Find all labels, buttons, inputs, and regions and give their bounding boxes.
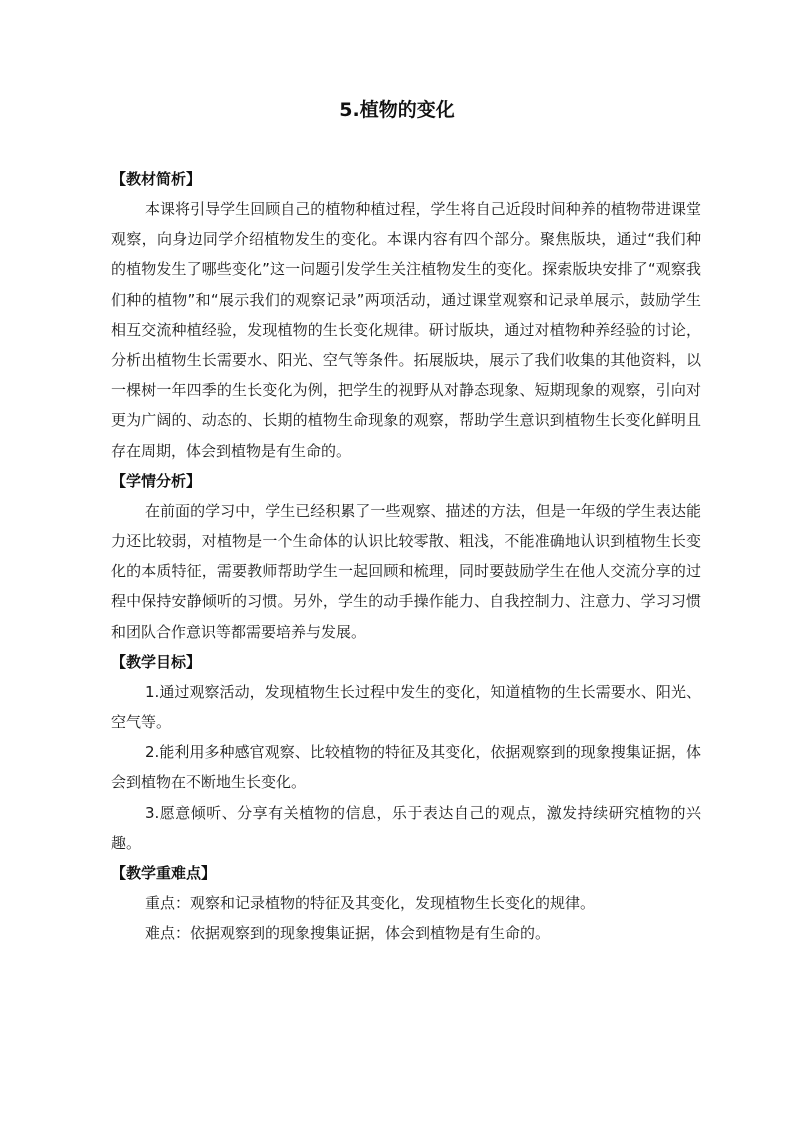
section-heading: 【学情分析】: [111, 471, 202, 490]
section-heading: 【教学目标】: [111, 652, 202, 671]
section-heading: 【教学重难点】: [111, 864, 217, 883]
difficult-point: 难点：依据观察到的现象搜集证据，体会到植物是有生命的。: [145, 924, 551, 943]
goal-item: 1.通过观察活动，发现植物生长过程中发生的变化，知道植物的生长需要水、阳光、空气等。: [111, 682, 701, 732]
document-body: [111, 164, 701, 948]
key-point: 重点：观察和记录植物的特征及其变化，发现植物生长变化的规律。: [145, 894, 596, 913]
goal-item: 3.愿意倾听、分享有关植物的信息，乐于表达自己的观点，激发持续研究植物的兴趣。: [111, 803, 701, 852]
document-title: 5.植物的变化: [339, 99, 455, 121]
section-key-difficulties: [111, 858, 701, 948]
paragraph: 本课将引导学生回顾自己的植物种植过程，学生将自己近段时间种养的植物带进课堂观察，向身边同学介绍植物发生的变化。本课内容有四个部分。聚焦版块，通过“我们种的植物发生了哪些变化”这一问题引发学生关注植物发生的变化。探索版块安排了“观察我们种的植物”和“展示我们的观察记录”两项活动，通过课堂观察和记录单展示，鼓励学生相互交流种植经验，发现植物的生长变化规律。研讨版块，通过对植物种养经验的讨论，分析出植物生长需要水、阳光、空气等条件。拓展版块，展示了我们收集的其他资料，以一棵树一年四季的生长变化为例，把学生的视野从对静态现象、短期现象的观察，引向对更为广阔的、动态的、长期的植物生命现象的观察，帮助学生意识到植物生长变化鲜明且存在周期，体会到植物是有生命的。: [111, 200, 701, 460]
section-textbook-analysis: [111, 164, 701, 466]
goal-item: 2.能利用多种感官观察、比较植物的特征及其变化，依据观察到的现象搜集证据，体会到植物在不断地生长变化。: [111, 743, 701, 792]
section-teaching-goals: [111, 647, 701, 858]
paragraph: 在前面的学习中，学生已经积累了一些观察、描述的方法，但是一年级的学生表达能力还比较弱，对植物是一个生命体的认识比较零散、粗浅，不能准确地认识到植物生长变化的本质特征，需要教师帮助学生一起回顾和梳理，同时要鼓励学生在他人交流分享的过程中保持安静倾听的习惯。另外，学生的动手操作能力、自我控制力、注意力、学习习惯和团队合作意识等都需要培养与发展。: [111, 501, 701, 641]
section-learner-analysis: [111, 466, 701, 647]
section-heading: 【教材简析】: [111, 170, 202, 188]
